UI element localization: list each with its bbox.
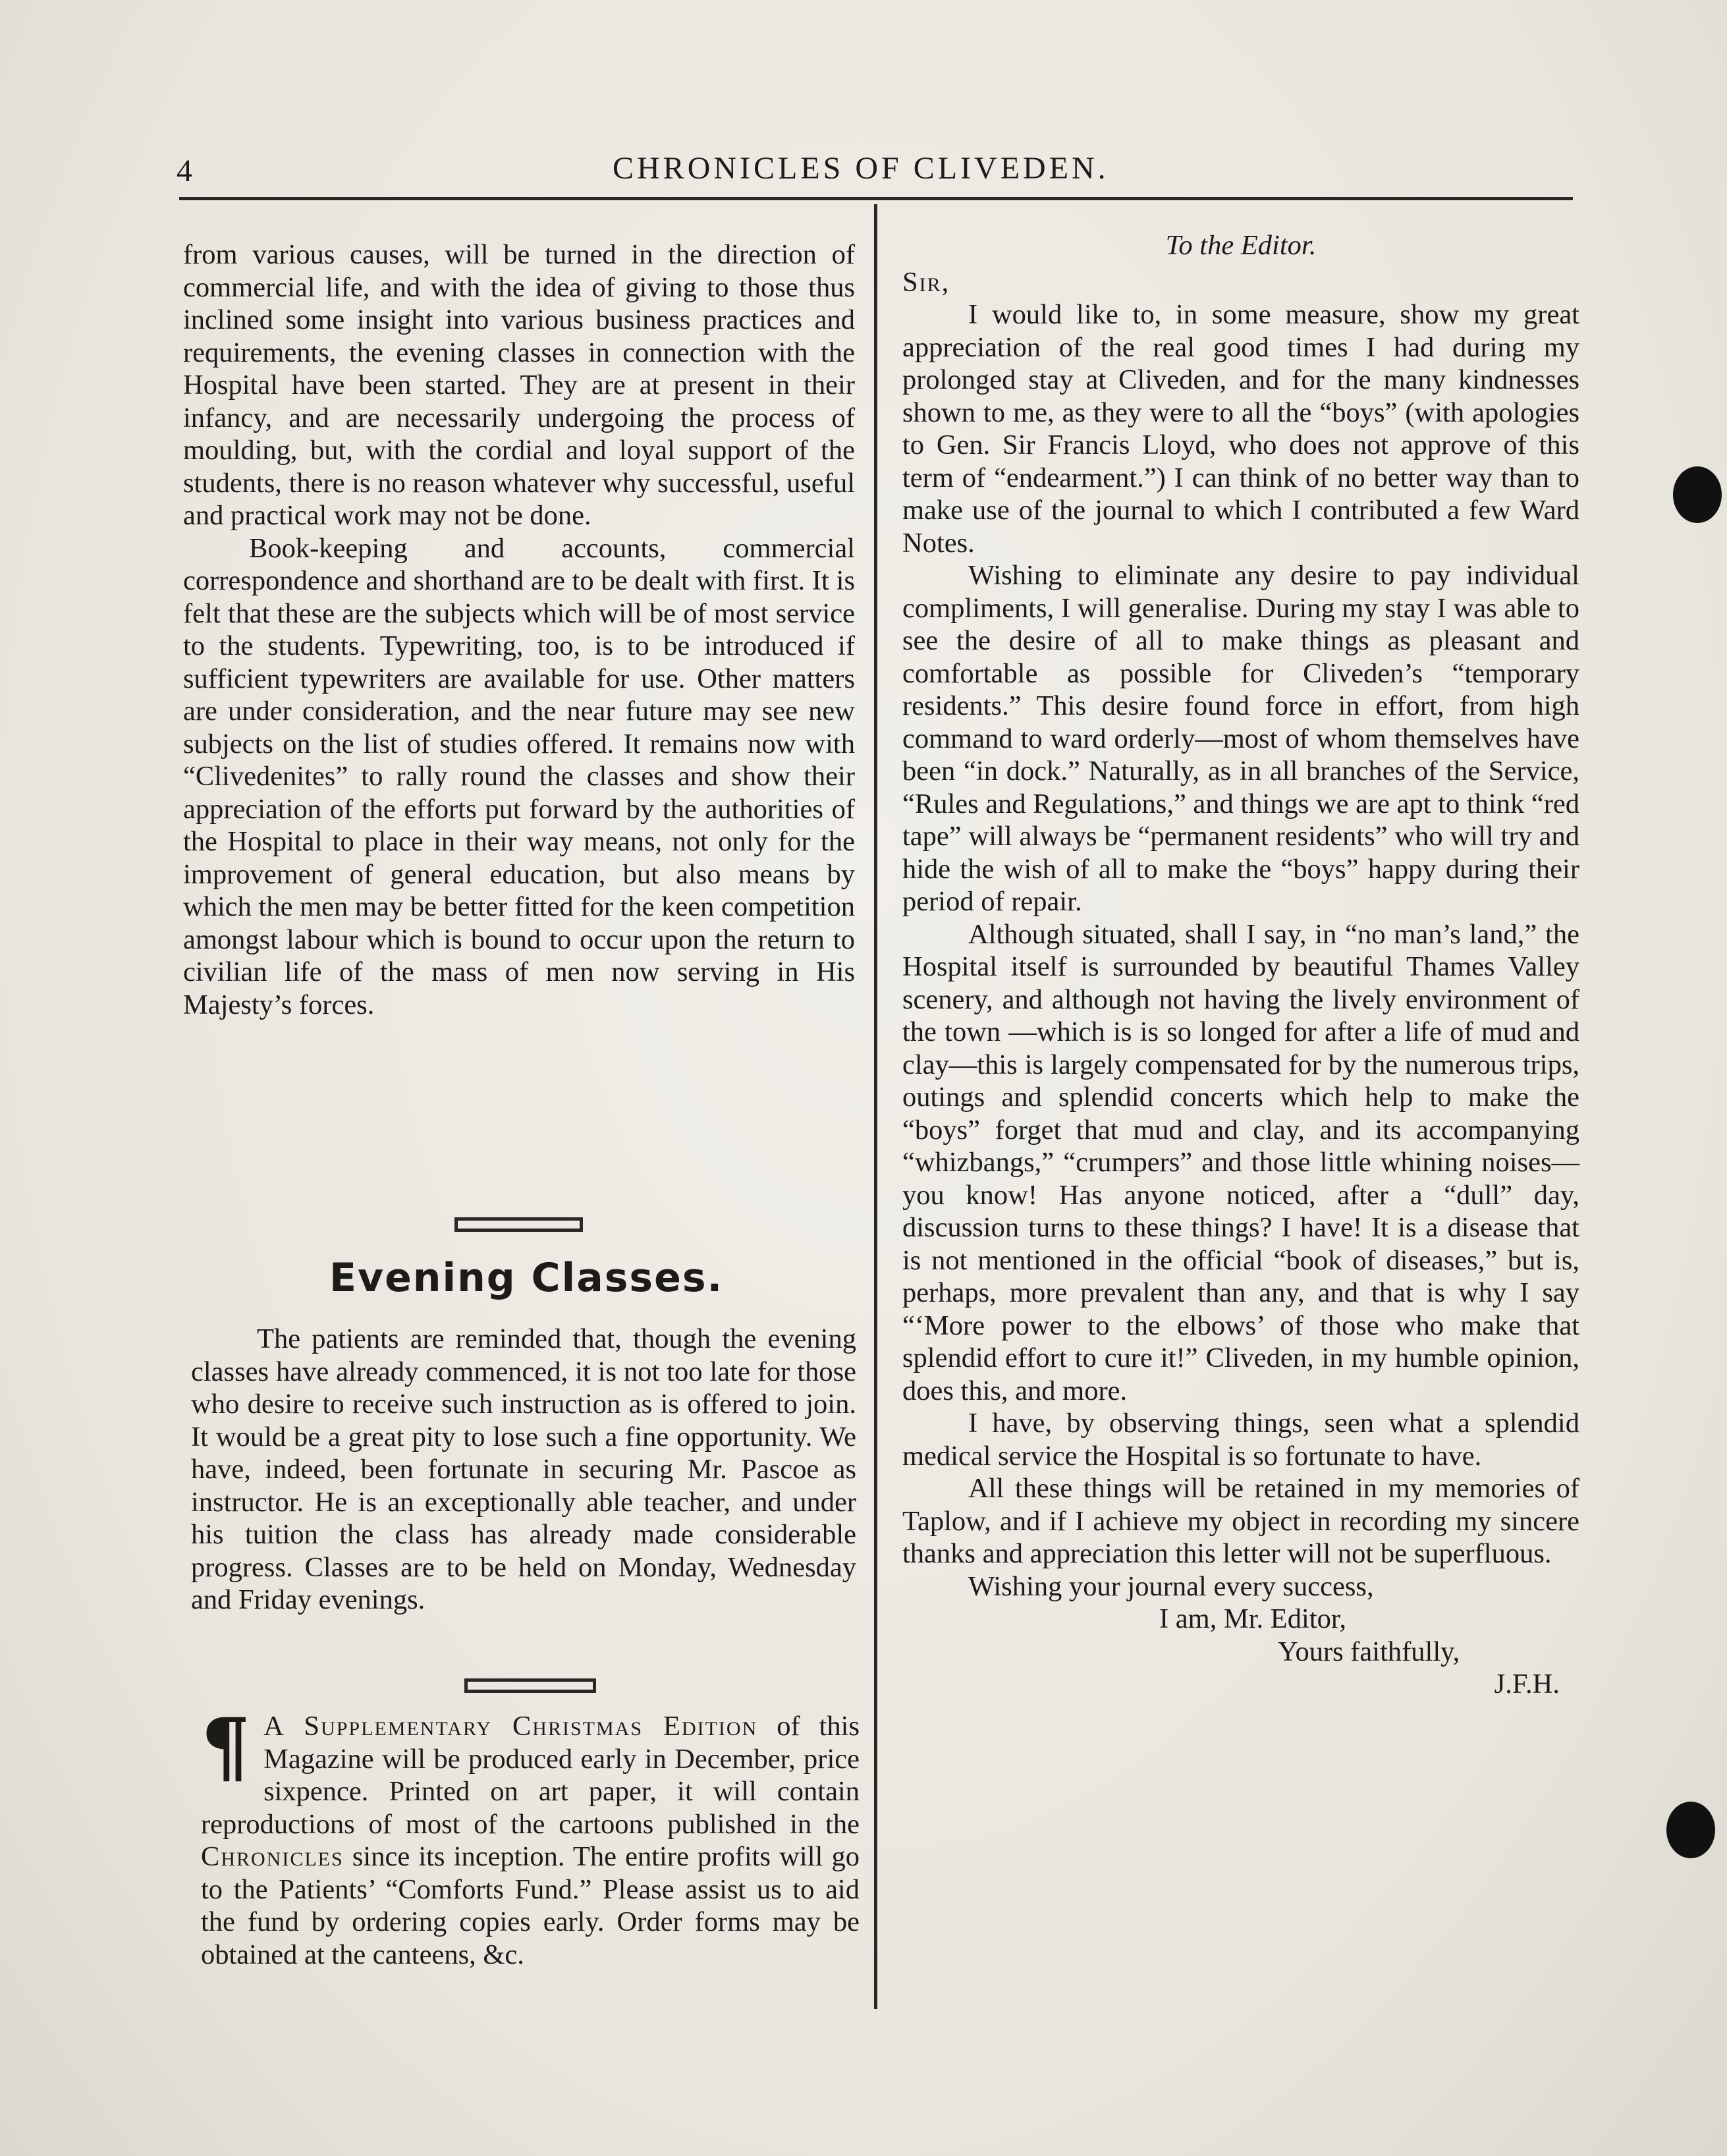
- article-paragraph: Book-keeping and accounts, commercial correspondence and shorthand are to be dealt with first. It is felt that these are the subjects which will be of most service to the students. Typewriting, too, is to be introduced if sufficient typewriters are available for use. Other matters are under consideration, and the near future may see new subjects on the list of studies offered. It remains now with “Clivedenites” to rally round the classes and show their appreciation of the efforts put forward by the authorities of the Hospital to place in their way means, not only for the improvement of general education, but also means by which the men may be better fitted for the keen competition amongst labour which is bound to occur upon the return to civilian life of the mass of men now serving in His Majesty’s forces.: [183, 532, 855, 1020]
- letter-paragraph: Although situated, shall I say, in “no man’s land,” the Hospital itself is surrounded by beautiful Thames Valley scenery, and although not having the lively environment of the town —which is is so longed for after a life of mud and clay—this is largely compensated for by the numerous trips, outings and splendid concerts which help to make the “boys” forget that mud and clay, and its accompanying “whizbangs,” “crumpers” and those little whining noises—you know! Has anyone noticed, after a “dull” day, discussion turns to these things? I have! It is a disease that is not mentioned in the official “book of diseases,” but is, perhaps, more prevalent than any, and that is why I say “‘More power to the elbows’ of those who make that splendid effort to cure it!” Cliveden, in my humble opinion, does this, and more.: [902, 918, 1579, 1406]
- section-heading: Evening Classes.: [329, 1255, 724, 1301]
- ornament-divider: [464, 1678, 596, 1693]
- binding-hole: [1666, 1802, 1715, 1858]
- pilcrow-mark: ¶: [201, 1701, 251, 1792]
- article-paragraph: The patients are reminded that, though the evening classes have already commenced, it is not too late for those who desire to receive such instruction as is offered to join. It would be a great pity to lose such a fine opportunity. We have, indeed, been fortunate in securing Mr. Pascoe as instructor. He is an exceptionally able teacher, and under his tuition the class has already made considerable progress. Classes are to be held on Monday, Wednesday and Friday evenings.: [191, 1323, 856, 1615]
- notice-text: since its inception. The entire profits will go to the Patients’ “Comforts Fund.” Please assist us to aid the fund by ordering copies early. Order forms may be obtained at the canteens, &c.: [201, 1841, 860, 1970]
- notice-text: of this Magazine will be produced early in December, price sixpence. Printed on art paper, it will contain reproductions of most of the cartoons published in the: [201, 1711, 860, 1840]
- letter-closing: Wishing your journal every success,: [968, 1570, 1374, 1602]
- column-rule: [874, 204, 877, 2009]
- letter-paragraph: I have, by observing things, seen what a splendid medical service the Hospital is so fortunate to have.: [902, 1408, 1579, 1472]
- article-paragraph: from various causes, will be turned in the direction of commercial life, and with the idea of giving to those thus inclined some insight into various business practices and requirements, the evening classes in connection with the Hospital have been started. They are at present in their infancy, and are necessarily undergoing the process of moulding, but, with the cordial and loyal support of the students, there is no reason whatever why successful, useful and practical work may not be done.: [183, 239, 855, 531]
- page-number: 4: [177, 153, 192, 188]
- header-rule: [179, 197, 1573, 200]
- evening-classes-article: [191, 1323, 856, 1617]
- letter-paragraph: All these things will be retained in my memories of Taplow, and if I achieve my object in recording my sincere thanks and appreciation this letter will not be superfluous.: [902, 1473, 1579, 1569]
- christmas-edition-notice: [201, 1701, 860, 1971]
- letter-heading: To the Editor.: [1165, 230, 1317, 261]
- running-head: CHRONICLES OF CLIVEDEN.: [613, 151, 1109, 186]
- letter-signature: J.F.H.: [1494, 1669, 1560, 1700]
- letter-paragraph: I would like to, in some measure, show my great appreciation of the real good times I had during my prolonged stay at Cliveden, and for the many kindnesses shown to me, as they were to all the “boys” (with apologies to Gen. Sir Francis Lloyd, who does not approve of this term of “endearment.”) I can think of no better way than to make use of the journal to which I contributed a few Ward Notes.: [902, 299, 1579, 559]
- letter-paragraph: Wishing to eliminate any desire to pay individual compliments, I will generalise. During my stay I was able to see the desire of all to make things as pleasant and comfortable as possible for Cliveden’s “temporary residents.” This desire found force in effort, from high command to ward orderly—most of whom themselves have been “in dock.” Naturally, as in all branches of the Service, “Rules and Regulations,” and things we are apt to think “red tape” will always be “permanent residents” who will try and hide the wish of all to make the “boys” happy during their period of repair.: [902, 560, 1579, 917]
- notice-paragraph: [201, 1701, 860, 1971]
- letter-closing: I am, Mr. Editor,: [1159, 1603, 1346, 1634]
- notice-lead: A Supplementary Christmas Edition: [263, 1711, 758, 1742]
- letter-to-editor: [902, 229, 1579, 1701]
- ornament-divider: [454, 1217, 583, 1232]
- letter-closing: Yours faithfully,: [1278, 1636, 1460, 1667]
- binding-hole: [1673, 466, 1722, 523]
- notice-magazine-name: Chronicles: [201, 1841, 344, 1872]
- letter-salutation: Sir,: [902, 266, 950, 298]
- left-column-article: [183, 238, 855, 1021]
